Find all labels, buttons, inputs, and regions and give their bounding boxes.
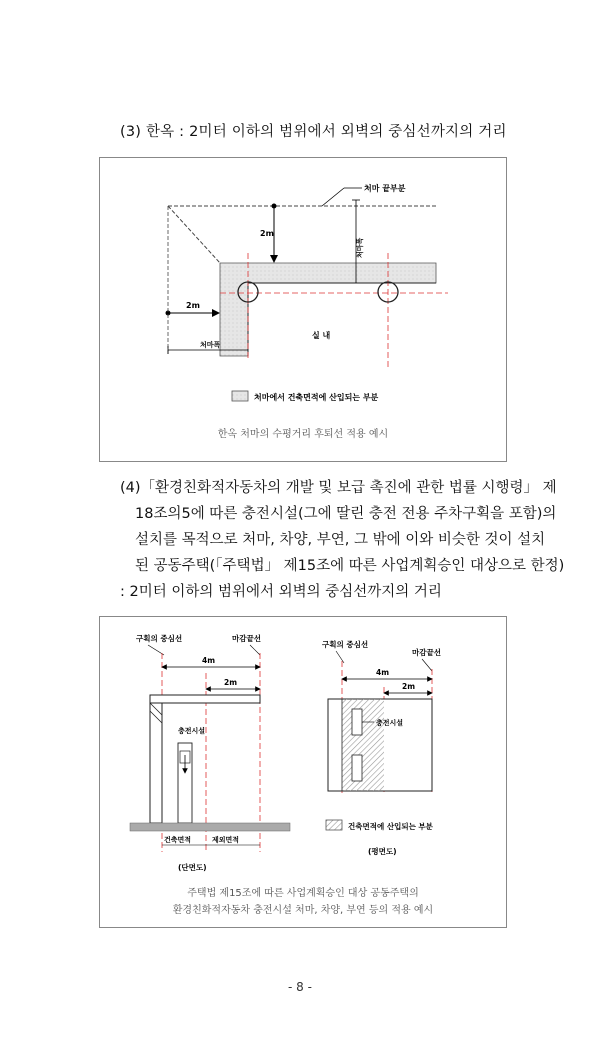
right-charger-2 <box>352 755 362 781</box>
figure-2-charging-facility <box>99 616 507 928</box>
page-number: - 8 - <box>288 980 312 994</box>
right-label-4m: 4m <box>376 668 390 677</box>
right-label-center-line: 구획의 중심선 <box>322 640 369 649</box>
section-4-line-5: : 2미터 이하의 범위에서 외벽의 중심선까지의 거리 <box>120 584 442 600</box>
right-legend-text: 건축면적에 산입되는 부분 <box>348 822 433 831</box>
left-label-charging: 충전시설 <box>178 727 206 735</box>
section-4-line-4: 된 공동주택(「주택법」 제15조에 따른 사업계획승인 대상으로 한정) <box>135 558 565 574</box>
section-4-paragraph <box>120 475 565 605</box>
figure-2-caption-line-2: 환경친화적자동차 충전시설 처마, 차양, 부연 등의 적용 예시 <box>172 905 434 916</box>
label-indoor: 실 내 <box>312 331 331 340</box>
section-4-line-3: 설치를 목적으로 처마, 차양, 부연, 그 밖에 이와 비슷한 것이 설치 <box>135 532 546 548</box>
left-label-excluded-area: 제외면적 <box>212 836 240 844</box>
figure-1-hanok-eaves <box>99 157 507 462</box>
right-hatched-area <box>342 699 384 791</box>
label-2m-vertical: 2m <box>260 229 274 238</box>
figure-2-diagram <box>100 617 506 927</box>
right-label-2m: 2m <box>402 682 416 691</box>
label-eaves-width: 처마폭 <box>200 341 221 349</box>
left-label-2m: 2m <box>224 678 238 687</box>
label-eaves-width-vertical: 처마폭 <box>356 237 364 258</box>
section-4-line-2: 18조의5에 따른 충전시설(그에 딸린 충전 전용 주차구획을 포함)의 <box>135 506 557 522</box>
eaves-hatched-area <box>220 263 436 356</box>
left-wall <box>150 695 162 823</box>
label-eaves-end: 처마 끝부분 <box>364 184 406 193</box>
figure-2-caption-line-1: 주택법 제15조에 따른 사업계획승인 대상 공동주택의 <box>187 888 419 899</box>
legend-swatch <box>232 391 248 401</box>
figure-1-caption: 한옥 처마의 수평거리 후퇴선 적용 예시 <box>217 429 389 440</box>
section-4-line-1: (4)「환경친화적자동차의 개발 및 보급 촉진에 관한 법률 시행령」 제 <box>120 480 557 496</box>
left-label-building-area: 건축면적 <box>164 836 192 844</box>
left-ground <box>130 823 290 831</box>
right-label-view: (평면도) <box>368 847 397 856</box>
left-label-finish-line: 마감끝선 <box>232 634 261 643</box>
label-2m-horizontal: 2m <box>186 301 200 310</box>
left-canopy <box>150 695 260 703</box>
figure-1-diagram <box>100 158 506 461</box>
legend-text: 처마에서 건축면적에 산입되는 부분 <box>254 393 379 402</box>
left-label-view: (단면도) <box>178 863 207 872</box>
right-legend-swatch <box>326 820 342 830</box>
right-label-charging: 충전시설 <box>376 719 404 727</box>
left-label-4m: 4m <box>202 656 216 665</box>
left-label-center-line: 구획의 중심선 <box>136 634 183 643</box>
right-label-finish-line: 마감끝선 <box>412 648 441 657</box>
section-3-heading: (3) 한옥 : 2미터 이하의 범위에서 외벽의 중심선까지의 거리 <box>120 124 507 140</box>
right-charger-1 <box>352 709 362 735</box>
eaves-diagonal <box>168 206 220 263</box>
